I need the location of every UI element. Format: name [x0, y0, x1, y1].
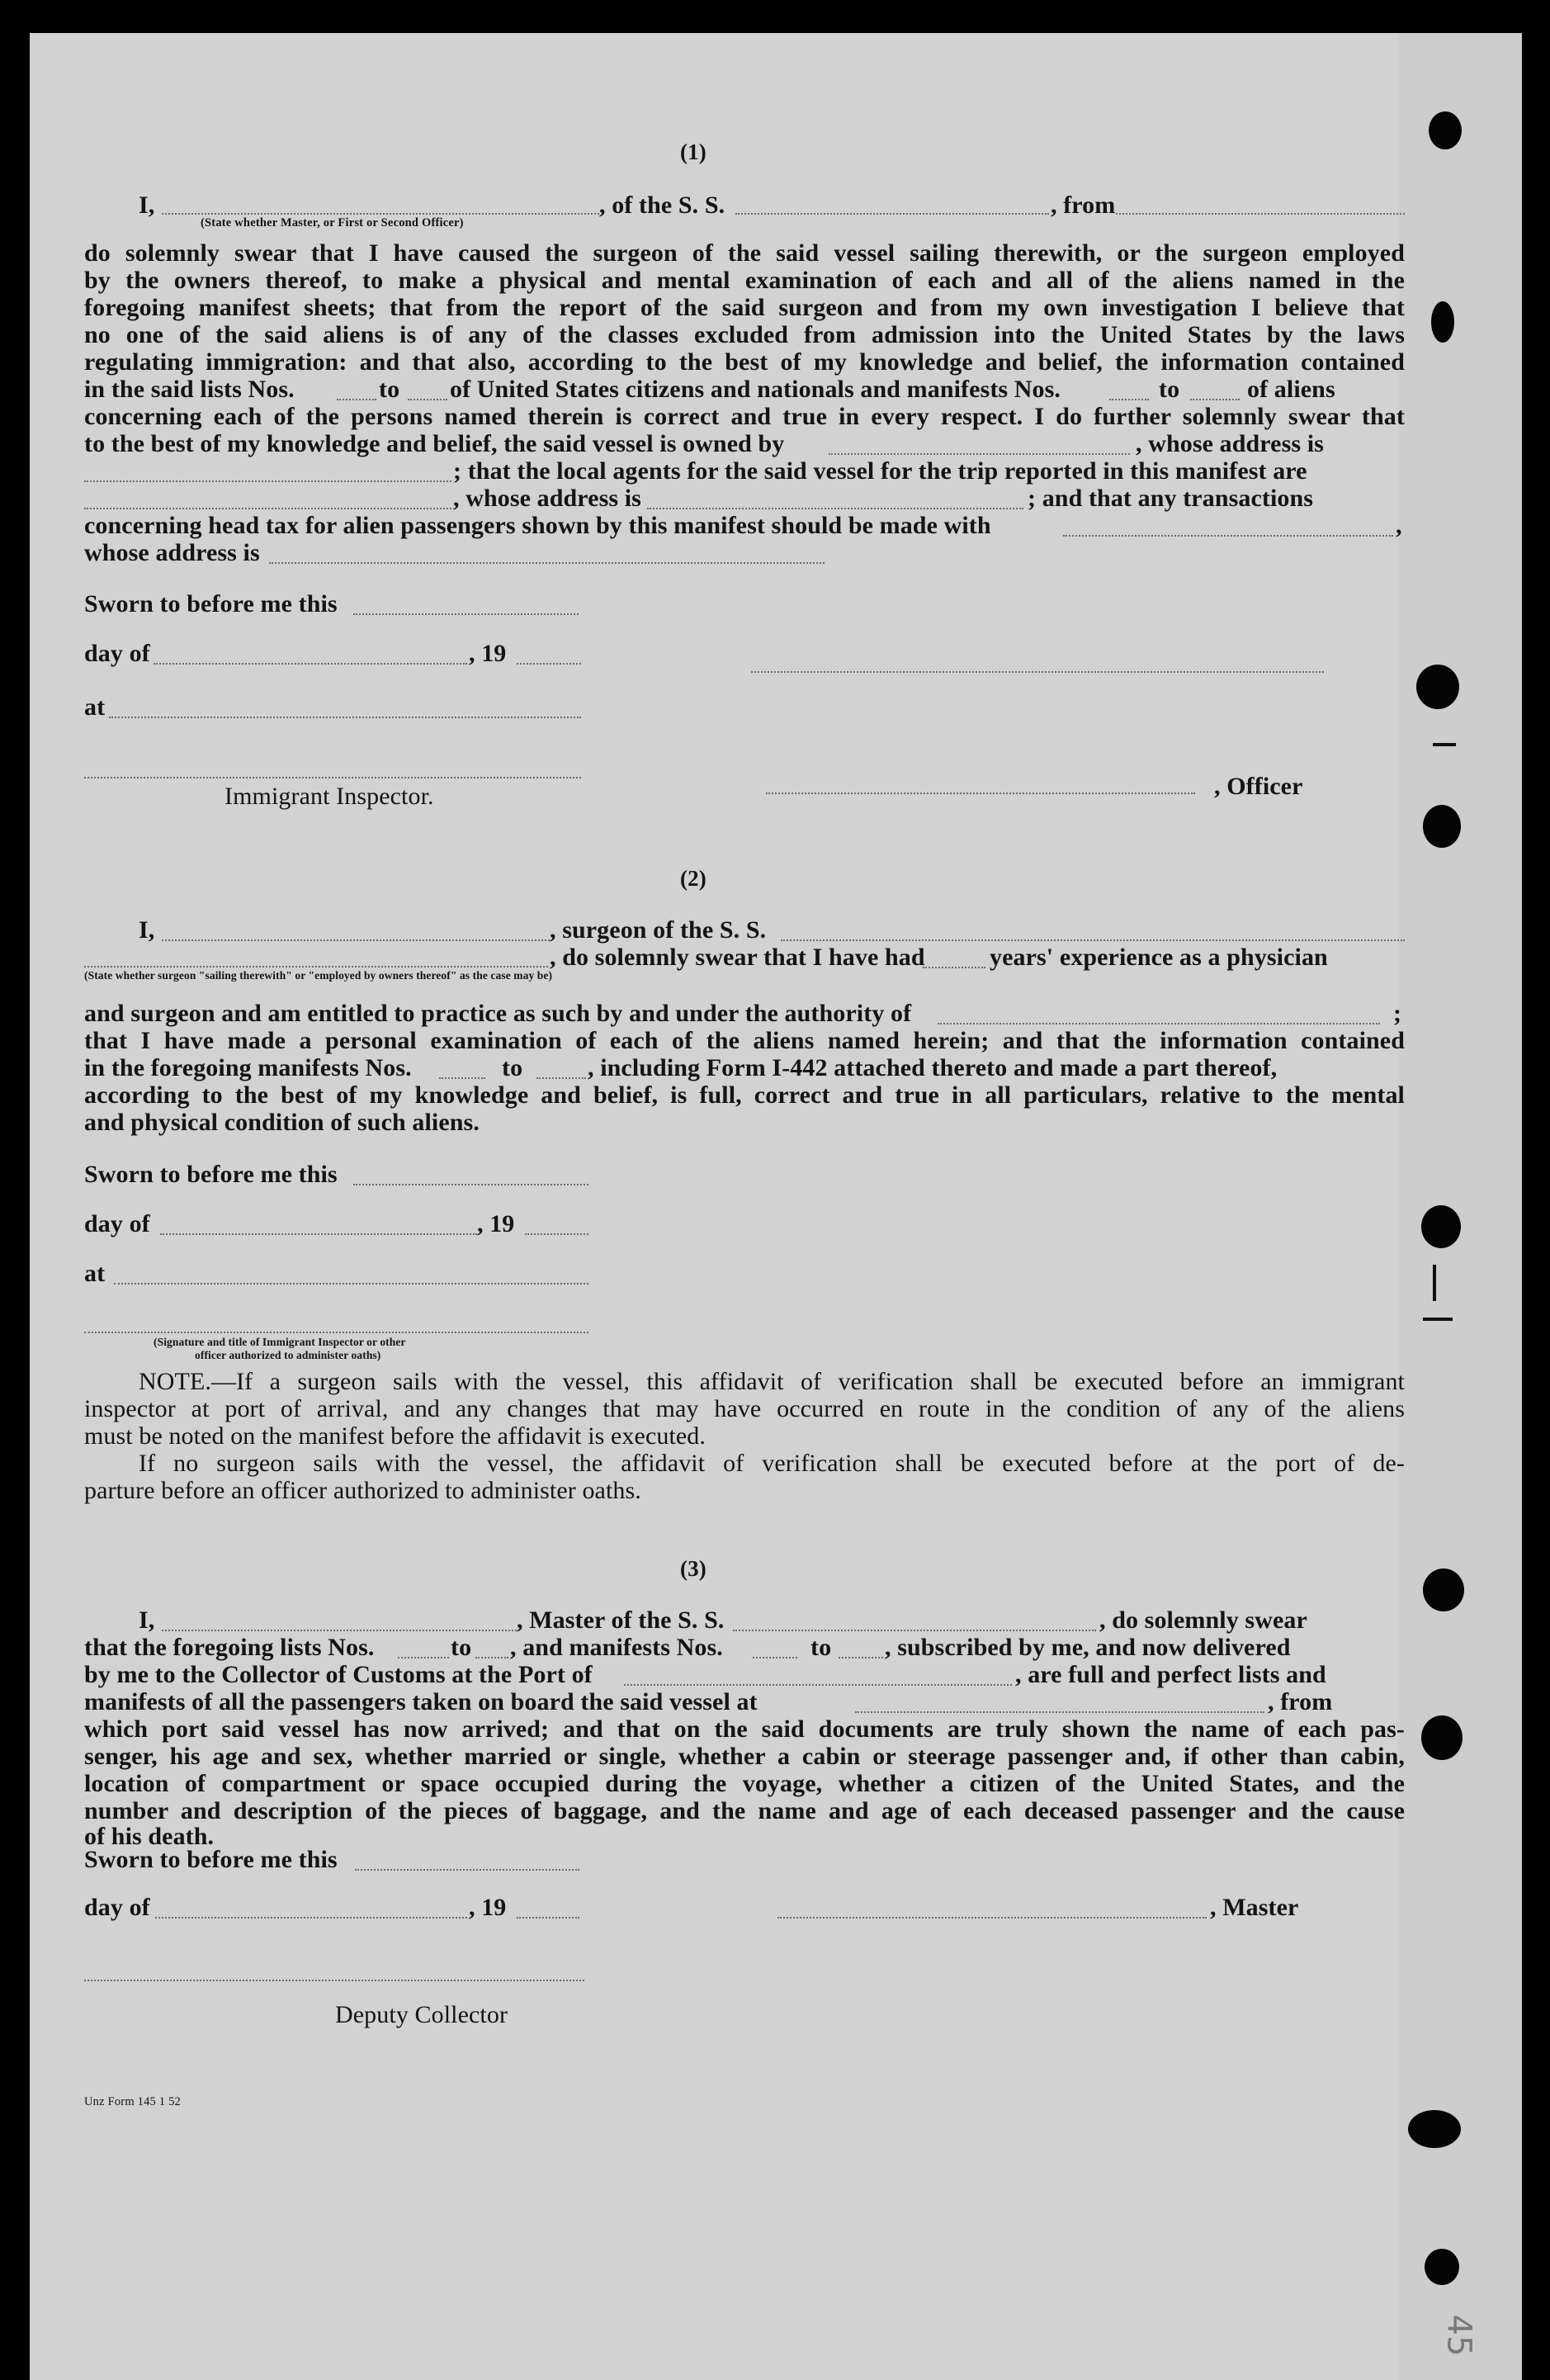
s1-officer-caption: (State whether Master, or First or Second Officer) — [201, 216, 464, 229]
s3-master-signature-field[interactable] — [777, 1917, 1207, 1919]
s3-day-month-field[interactable] — [155, 1917, 467, 1919]
s3-i-label: I, — [139, 1606, 155, 1634]
s1-day-of-label: day of — [84, 640, 150, 667]
s2-swear-label: , do solemnly swear that I have had — [550, 944, 925, 971]
s3-para-line-4: number and description of the pieces of baggage, and the name and age of each deceased passenger and the cause — [84, 1797, 1405, 1824]
s2-at-label: at — [84, 1260, 106, 1287]
section3-heading: (3) — [680, 1556, 706, 1581]
s1-officer-signature-field-top[interactable] — [751, 671, 1324, 673]
s1-lists-to-2: to — [1159, 376, 1180, 403]
s1-lists-from-field[interactable] — [337, 399, 376, 400]
s3-manifests-passengers-label: manifests of all the passengers taken on board the said vessel at — [84, 1688, 758, 1715]
s2-vessel-name-field[interactable] — [781, 939, 1405, 941]
form-page — [30, 33, 1522, 2380]
s3-deputy-collector-signature-field[interactable] — [84, 1980, 584, 1981]
s3-manifests-label: , and manifests Nos. — [510, 1634, 723, 1661]
s1-owner-address-field[interactable] — [84, 480, 451, 482]
form-id: Unz Form 145 1 52 — [84, 2095, 181, 2108]
s3-swear-label: , do solemnly swear — [1099, 1606, 1307, 1634]
s3-lists-to-field[interactable] — [475, 1657, 508, 1658]
punch-hole-7 — [1421, 1715, 1463, 1760]
s3-sworn-date-field[interactable] — [355, 1869, 579, 1871]
s1-owned-label: to the best of my knowledge and belief, the said vessel is owned by — [84, 430, 785, 457]
s1-officer-name-field[interactable] — [162, 213, 599, 215]
s1-at-label: at — [84, 693, 106, 721]
s2-surgeon-caption: (State whether surgeon "sailing therewith" or "employed by owners thereof" as the case may be) — [84, 969, 553, 982]
section2-heading: (2) — [680, 866, 706, 891]
s2-manifests-to-field[interactable] — [536, 1077, 586, 1079]
s3-para-line-2: senger, his age and sex, whether married or single, whether a cabin or steerage passenger and, if other than cabin, — [84, 1743, 1405, 1770]
s2-at-place-field[interactable] — [114, 1283, 588, 1285]
s1-sworn-date-field[interactable] — [353, 613, 579, 615]
s2-day-month-field[interactable] — [160, 1233, 477, 1235]
s1-para-line-3: foregoing manifest sheets; that from the report of the said surgeon and from my own investigation I believe that — [84, 294, 1405, 321]
s2-form-i442-label: , including Form I-442 attached thereto and made a part thereof, — [588, 1054, 1278, 1081]
s1-manifests-to-field[interactable] — [1190, 399, 1240, 400]
s1-whose-address-label: whose address is — [84, 539, 260, 566]
s1-headtax-comma: , — [1396, 512, 1402, 539]
s2-signature-caption-2: officer authorized to administer oaths) — [195, 1349, 381, 1361]
s2-signature-field[interactable] — [84, 1332, 588, 1333]
s3-vessel-name-field[interactable] — [733, 1630, 1096, 1631]
punch-hole-9 — [1425, 2249, 1459, 2285]
s1-officer-label: , Officer — [1214, 773, 1303, 800]
s3-year-label: , 19 — [469, 1894, 507, 1921]
s1-headtax-address-field[interactable] — [269, 562, 825, 564]
s2-authority-label: and surgeon and am entitled to practice as such by and under the authority of — [84, 1000, 912, 1027]
s3-master-of-label: , Master of the S. S. — [517, 1606, 725, 1634]
affidavit-content — [30, 33, 1522, 2380]
s2-surgeon-of-label: , surgeon of the S. S. — [550, 916, 767, 944]
s1-agents-address-label: , whose address is — [453, 485, 641, 512]
s3-master-name-field[interactable] — [162, 1630, 517, 1631]
punch-hole-8 — [1408, 2110, 1461, 2148]
s1-sworn-label: Sworn to before me this — [84, 590, 338, 617]
s2-manifests-label: in the foregoing manifests Nos. — [84, 1054, 412, 1081]
margin-mark-1 — [1433, 743, 1456, 746]
s2-manifests-to-label: to — [502, 1054, 523, 1081]
s1-from-port-field[interactable] — [1116, 213, 1405, 215]
margin-handwriting: 45 — [1439, 2314, 1478, 2357]
s1-day-month-field[interactable] — [154, 663, 467, 665]
s2-note-line-3: must be noted on the manifest before the affidavit is executed. — [84, 1422, 706, 1450]
s1-agents-address-field[interactable] — [647, 508, 1023, 509]
s3-subscribed-label: , subscribed by me, and now delivered — [885, 1634, 1291, 1661]
s1-agents-field[interactable] — [84, 508, 451, 509]
s1-owner-address-label: , whose address is — [1136, 430, 1324, 457]
section1-heading: (1) — [680, 140, 706, 164]
s1-lists-to-field[interactable] — [408, 399, 447, 400]
s1-headtax-label: concerning head tax for alien passengers shown by this manifest should be made with — [84, 512, 991, 539]
s2-according-line: according to the best of my knowledge and belief, is full, correct and true in all particulars, relative to the mental — [84, 1081, 1405, 1109]
punch-hole-4 — [1423, 805, 1461, 848]
s3-from-label: , from — [1268, 1688, 1333, 1715]
s1-para-line-1: do solemnly swear that I have caused the surgeon of the said vessel sailing therewith, or the surgeon employed — [84, 239, 1405, 267]
s2-i-label: I, — [139, 916, 155, 944]
margin-mark-3 — [1423, 1318, 1453, 1321]
s3-full-lists-label: , are full and perfect lists and — [1015, 1661, 1326, 1688]
s1-year-field[interactable] — [517, 663, 581, 665]
s1-owner-field[interactable] — [829, 453, 1130, 455]
s1-year-label: , 19 — [469, 640, 507, 667]
s3-para-line-3: location of compartment or space occupied during the voyage, whether a citizen of the United States, and the — [84, 1770, 1405, 1797]
s1-agents-label: ; that the local agents for the said vessel for the trip reported in this manifest are — [453, 457, 1307, 485]
s2-years-label: years' experience as a physician — [990, 944, 1328, 971]
s2-manifests-from-field[interactable] — [439, 1077, 485, 1079]
s1-inspector-signature-field[interactable] — [84, 777, 581, 778]
s1-para-line-5: regulating immigration: and that also, according to the best of my knowledge and belief, the information contained — [84, 348, 1405, 376]
s2-note2-line-1: If no surgeon sails with the vessel, the affidavit of verification shall be executed before at the port of de- — [139, 1450, 1405, 1477]
s3-lists-label: that the foregoing lists Nos. — [84, 1634, 375, 1661]
punch-hole-6 — [1423, 1569, 1464, 1611]
punch-hole-2 — [1431, 301, 1454, 343]
s3-para-last-line: of his death. — [84, 1823, 215, 1850]
s1-lists-to-1: to — [379, 376, 400, 403]
s2-physical-line: and physical condition of such aliens. — [84, 1109, 480, 1136]
s3-sworn-label: Sworn to before me this — [84, 1846, 338, 1873]
punch-hole-3 — [1416, 665, 1459, 709]
s1-headtax-field[interactable] — [1063, 535, 1393, 537]
s2-day-of-label: day of — [84, 1210, 150, 1237]
s3-boarding-port-field[interactable] — [855, 1711, 1264, 1713]
s1-transactions-label: ; and that any transactions — [1028, 485, 1314, 512]
s3-lists-to-2: to — [810, 1634, 832, 1661]
s2-year-field[interactable] — [525, 1233, 588, 1235]
s3-year-field[interactable] — [517, 1917, 579, 1919]
punch-hole-5 — [1421, 1205, 1461, 1248]
margin-mark-2 — [1433, 1265, 1436, 1301]
s1-of-aliens: of aliens — [1247, 376, 1335, 403]
s3-para-line-1: which port said vessel has now arrived; and that on the said documents are truly shown the name of each pas- — [84, 1715, 1405, 1743]
s2-authority-semicolon: ; — [1393, 1000, 1402, 1027]
s2-note-line-1: NOTE.—If a surgeon sails with the vessel, this affidavit of verification shall be executed before an immigrant — [139, 1368, 1405, 1395]
s1-immigrant-inspector-label: Immigrant Inspector. — [224, 783, 434, 810]
s2-surgeon-type-field[interactable] — [84, 966, 548, 968]
s3-day-of-label: day of — [84, 1894, 150, 1921]
punch-hole-1 — [1429, 111, 1462, 149]
s2-note2-line-2: parture before an officer authorized to administer oaths. — [84, 1477, 641, 1504]
s2-signature-caption-1: (Signature and title of Immigrant Inspector or other — [154, 1336, 406, 1348]
s3-manifests-from-field[interactable] — [753, 1657, 797, 1658]
s1-at-place-field[interactable] — [109, 717, 581, 718]
s2-year-label: , 19 — [477, 1210, 515, 1237]
s2-sworn-date-field[interactable] — [353, 1184, 588, 1185]
s1-vessel-name-field[interactable] — [735, 213, 1049, 215]
s1-officer-signature-field[interactable] — [766, 793, 1195, 794]
s2-authority-field[interactable] — [938, 1023, 1380, 1024]
s1-para-line-2: by the owners thereof, to make a physical and mental examination of each and all of the aliens named in the — [84, 267, 1405, 294]
s2-note-line-2: inspector at port of arrival, and any changes that may have occurred en route in the condition of any of the aliens — [84, 1395, 1405, 1422]
s1-concerning-line: concerning each of the persons named therein is correct and true in every respect. I do further solemnly swear that — [84, 403, 1405, 430]
s1-of-ss-label: , of the S. S. — [599, 192, 725, 219]
s3-port-field[interactable] — [624, 1684, 1012, 1686]
s1-manifests-from-field[interactable] — [1109, 399, 1149, 400]
s2-years-field[interactable] — [923, 967, 985, 968]
s3-master-label: , Master — [1210, 1894, 1299, 1921]
s1-citizens-label: of United States citizens and nationals and manifests Nos. — [450, 376, 1061, 403]
s3-collector-label: by me to the Collector of Customs at the Port of — [84, 1661, 593, 1688]
s3-deputy-collector-label: Deputy Collector — [335, 2001, 508, 2028]
s1-i-label: I, — [139, 192, 155, 219]
s2-personal-exam-line: that I have made a personal examination of each of the aliens named herein; and that the information contained — [84, 1027, 1405, 1054]
s1-from-label: , from — [1051, 192, 1116, 219]
s3-lists-from-field[interactable] — [398, 1657, 449, 1658]
s3-lists-to-1: to — [451, 1634, 472, 1661]
s2-surgeon-name-field[interactable] — [162, 939, 550, 941]
s1-para-line-4: no one of the said aliens is of any of the classes excluded from admission into the United States by the laws — [84, 321, 1405, 348]
s3-manifests-to-field[interactable] — [839, 1657, 883, 1658]
s2-sworn-label: Sworn to before me this — [84, 1161, 338, 1188]
s1-lists-label: in the said lists Nos. — [84, 376, 295, 403]
